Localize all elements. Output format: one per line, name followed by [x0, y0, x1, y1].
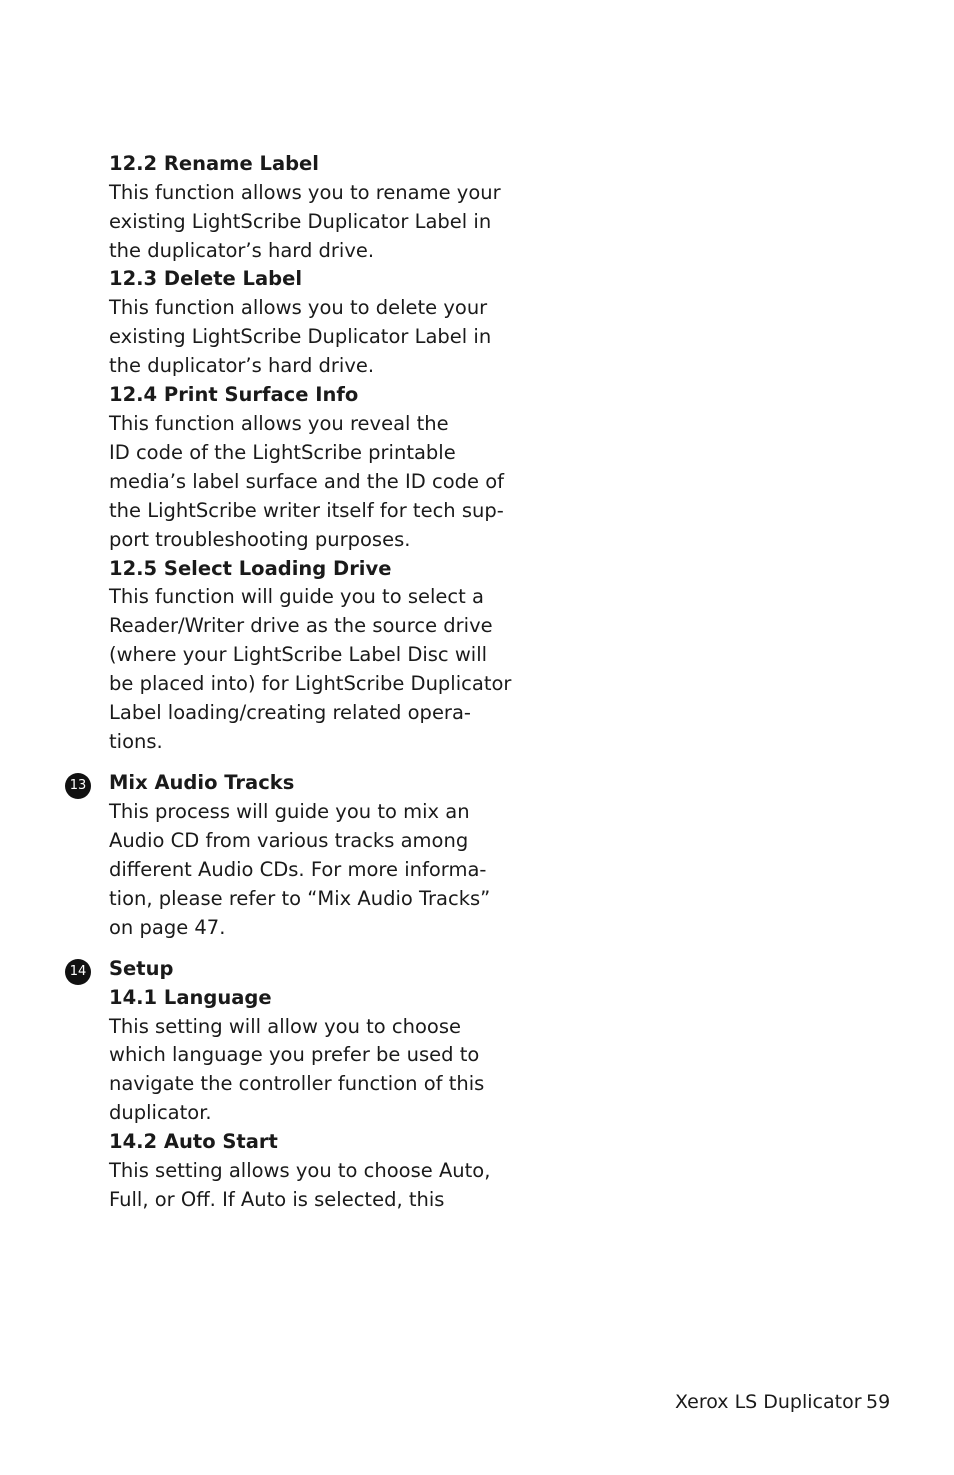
heading-12-3: 12.3 Delete Label	[109, 267, 303, 290]
text-line: This function allows you reveal the	[109, 412, 449, 435]
text-line: the duplicator’s hard drive.	[109, 239, 375, 262]
text-line: the LightScribe writer itself for tech sup-	[109, 499, 504, 522]
text-line: port troubleshooting purposes.	[109, 528, 411, 551]
text-line: be placed into) for LightScribe Duplicator	[109, 672, 512, 695]
footer-page-number: 59	[866, 1391, 891, 1413]
text-line: tions.	[109, 730, 163, 753]
text-line: which language you prefer be used to	[109, 1043, 480, 1066]
text-line: (where your LightScribe Label Disc will	[109, 643, 488, 666]
heading-13: Mix Audio Tracks	[109, 771, 295, 794]
heading-14-2: 14.2 Auto Start	[109, 1130, 278, 1153]
section-number-badge-13: 13	[65, 773, 91, 799]
text-line: This function allows you to rename your	[109, 181, 501, 204]
text-line: This setting will allow you to choose	[109, 1015, 462, 1038]
text-line: different Audio CDs. For more informa-	[109, 858, 487, 881]
text-line: This function allows you to delete your	[109, 296, 488, 319]
text-line: duplicator.	[109, 1101, 212, 1124]
text-line: on page 47.	[109, 916, 226, 939]
heading-12-5: 12.5 Select Loading Drive	[109, 557, 392, 580]
text-line: existing LightScribe Duplicator Label in	[109, 325, 492, 348]
text-line: Audio CD from various tracks among	[109, 829, 469, 852]
text-line: ID code of the LightScribe printable	[109, 441, 456, 464]
section-number-badge-14: 14	[65, 959, 91, 985]
text-line: This function will guide you to select a	[109, 585, 484, 608]
text-line: media’s label surface and the ID code of	[109, 470, 504, 493]
heading-14: Setup	[109, 957, 174, 980]
heading-12-2: 12.2 Rename Label	[109, 152, 319, 175]
text-line: navigate the controller function of this	[109, 1072, 485, 1095]
heading-12-4: 12.4 Print Surface Info	[109, 383, 359, 406]
text-line: tion, please refer to “Mix Audio Tracks”	[109, 887, 491, 910]
text-line: the duplicator’s hard drive.	[109, 354, 375, 377]
text-line: Reader/Writer drive as the source drive	[109, 614, 493, 637]
text-line: Label loading/creating related opera-	[109, 701, 471, 724]
text-line: existing LightScribe Duplicator Label in	[109, 210, 492, 233]
text-line: Full, or Off. If Auto is selected, this	[109, 1188, 445, 1211]
footer-title: Xerox LS Duplicator	[675, 1391, 862, 1413]
text-line: This setting allows you to choose Auto,	[109, 1159, 491, 1182]
heading-14-1: 14.1 Language	[109, 986, 272, 1009]
text-line: This process will guide you to mix an	[109, 800, 470, 823]
